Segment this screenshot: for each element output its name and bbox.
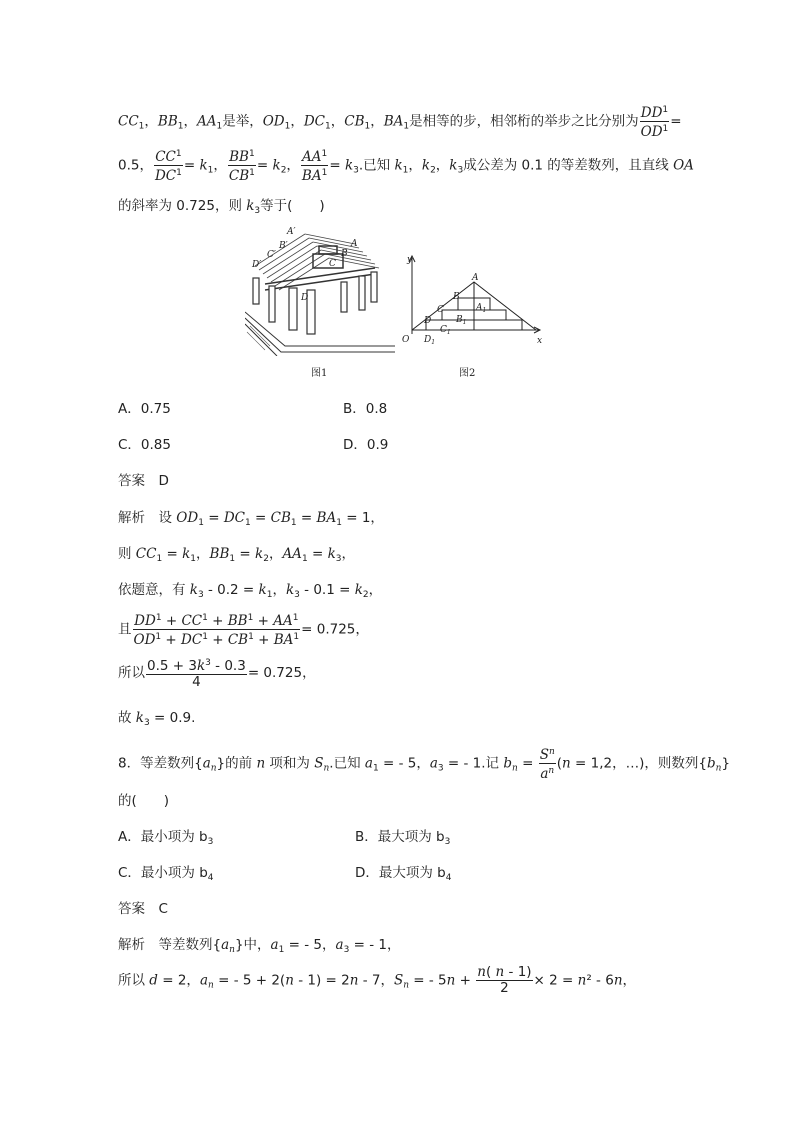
eq-value: = 0.725， [301,621,369,638]
answer-value: C [158,901,168,917]
bn-fraction: $\frac{S^n}{a^n}$ [539,747,555,782]
q7-option-d: D．0.9 [343,437,389,453]
svg-text:C: C [437,305,444,315]
q7-analysis-line-2: 则 $CC_1 = k_1$，$BB_1 = k_2$，$AA_1 = k_3$， [118,546,355,564]
svg-text:B′: B′ [279,241,288,251]
eq-value: = 0.725， [247,665,316,681]
analysis-label: 解析 [118,510,145,526]
svg-text:A′: A′ [287,227,296,237]
q7-option-b: B．0.8 [343,401,388,417]
so-text: 所以 [118,665,145,681]
ratio-aa-ba: $\frac{AA^1}{BA^1}$ [301,149,328,184]
q8-stem-line-1: 8．等差数列$\{a_n\}$的前 n 项和为 $S_n$.已知 $a_1$ = - 5，$a_3$ = - 1.记 $b_n$ = $\frac{S^n}{a^n}$ (n = 1,2，…)，则数列$\{b_n\}$ [118,747,731,782]
svg-text:B: B [453,292,460,302]
svg-text:C′: C′ [267,250,276,260]
svg-text:x: x [537,336,543,346]
q7-analysis-line-6: 故 $k_3 = 0.9$. [118,710,196,728]
svg-text:y: y [407,255,413,265]
svg-text:O: O [402,335,410,345]
svg-text:B1: $B_1$ [456,315,467,326]
option-text: D．最大项为 b [355,865,446,881]
answer-label: 答案 [118,473,145,489]
svg-text:C1: $C_1$ [440,325,451,336]
ratio-dd-od: $\frac{DD^1}{OD^1}$ [640,105,669,140]
svg-text:C: C [329,259,336,269]
figure-1-building [245,226,395,356]
option-text: C．最小项为 b [118,865,208,881]
q7-option-a: A．0.75 [118,401,171,417]
problem-stem-line-3: 的斜率为 0.725，则 $k_3$等于( ) [118,198,325,216]
q7-option-c: C．0.85 [118,437,171,453]
svg-text:B: B [341,249,348,259]
svg-text:D1: $D_1$ [424,335,436,346]
svg-text:A: A [472,273,479,283]
option-text: A．最小项为 b [118,829,208,845]
q8-analysis-line-1: 解析 等差数列$\{a_n\}$中，$a_1$ = - 5，$a_3$ = - 1， [118,937,401,955]
q7-analysis-line-3: 依题意，有 $k_3 - 0.2 = k_1$，$k_3 - 0.1 = k_2$， [118,582,383,600]
svg-text:D: D [301,293,309,303]
q8-stem-line-2: 的( ) [118,793,170,809]
q8-option-c: C．最小项为 $b_4$ [118,865,214,883]
option-text: B．最大项为 b [355,829,445,845]
problem-stem-line-2: 0.5， $\frac{CC^1}{DC^1}$ = $k_1$， $\frac{BB^1}{CB^1}$ = $k_2$， $\frac{AA^1}{BA^1}$ = $k_3$.已知 $k_1$，$k_2$，$k_3$成公差为 0.1 的等差数列，且直线 OA [118,149,694,184]
q7-analysis-line-4 [118,611,369,648]
answer-label: 答案 [118,901,145,917]
q8-answer [118,897,168,917]
figure-1-caption: 图1 [311,368,328,379]
q8-option-d: D．最大项为 $b_4$ [355,865,452,883]
ratio-bb-cb: $\frac{BB^1}{CB^1}$ [228,149,255,184]
q7-analysis-line-5 [118,656,316,690]
figure-2-diagram [400,252,545,347]
svg-text:A1: $A_1$ [476,303,487,314]
sn-fraction: $\frac{n( n - 1)}{2}$ [477,964,532,996]
svg-text:A: A [351,239,358,249]
figure-2-caption: 图2 [459,368,476,379]
q7-analysis-line-1: 解析 设 $OD_1 = DC_1 = CB_1 = BA_1 = 1$， [118,510,384,528]
and-text: 且 [118,621,132,638]
q8-option-a: A．最小项为 $b_3$ [118,829,214,847]
answer-value: D [158,473,169,489]
ratio-cc-dc: $\frac{CC^1}{DC^1}$ [154,149,182,184]
q7-answer [118,469,169,489]
k3-fraction: $\frac{0.5 + 3k^3 - 0.3}{4}$ [147,658,246,690]
sum-ratio-fraction: $\frac{DD^1 + CC^1 + BB^1 + AA^1}{OD^1 + DC^1 + CB^1 + BA^1}$ [133,613,300,648]
analysis-label: 解析 [118,937,145,953]
q8-option-b: B．最大项为 $b_3$ [355,829,451,847]
svg-text:D: D [424,316,432,326]
svg-text:D′: D′ [252,260,262,270]
problem-stem-line-1: $CC_1$，$BB_1$，$AA_1$是举，$OD_1$，$DC_1$，$CB_1$，$BA_1$是相等的步，相邻桁的举步之比分别为 $\frac{DD^1}{OD^1}$ = [118,105,682,140]
q8-analysis-line-2: 所以 d = 2，$a_n$ = - 5 + 2(n - 1) = 2n - 7，$S_n$ = - 5n + $\frac{n( n - 1)}{2}$ × 2 = n² - 6n， [118,964,637,996]
